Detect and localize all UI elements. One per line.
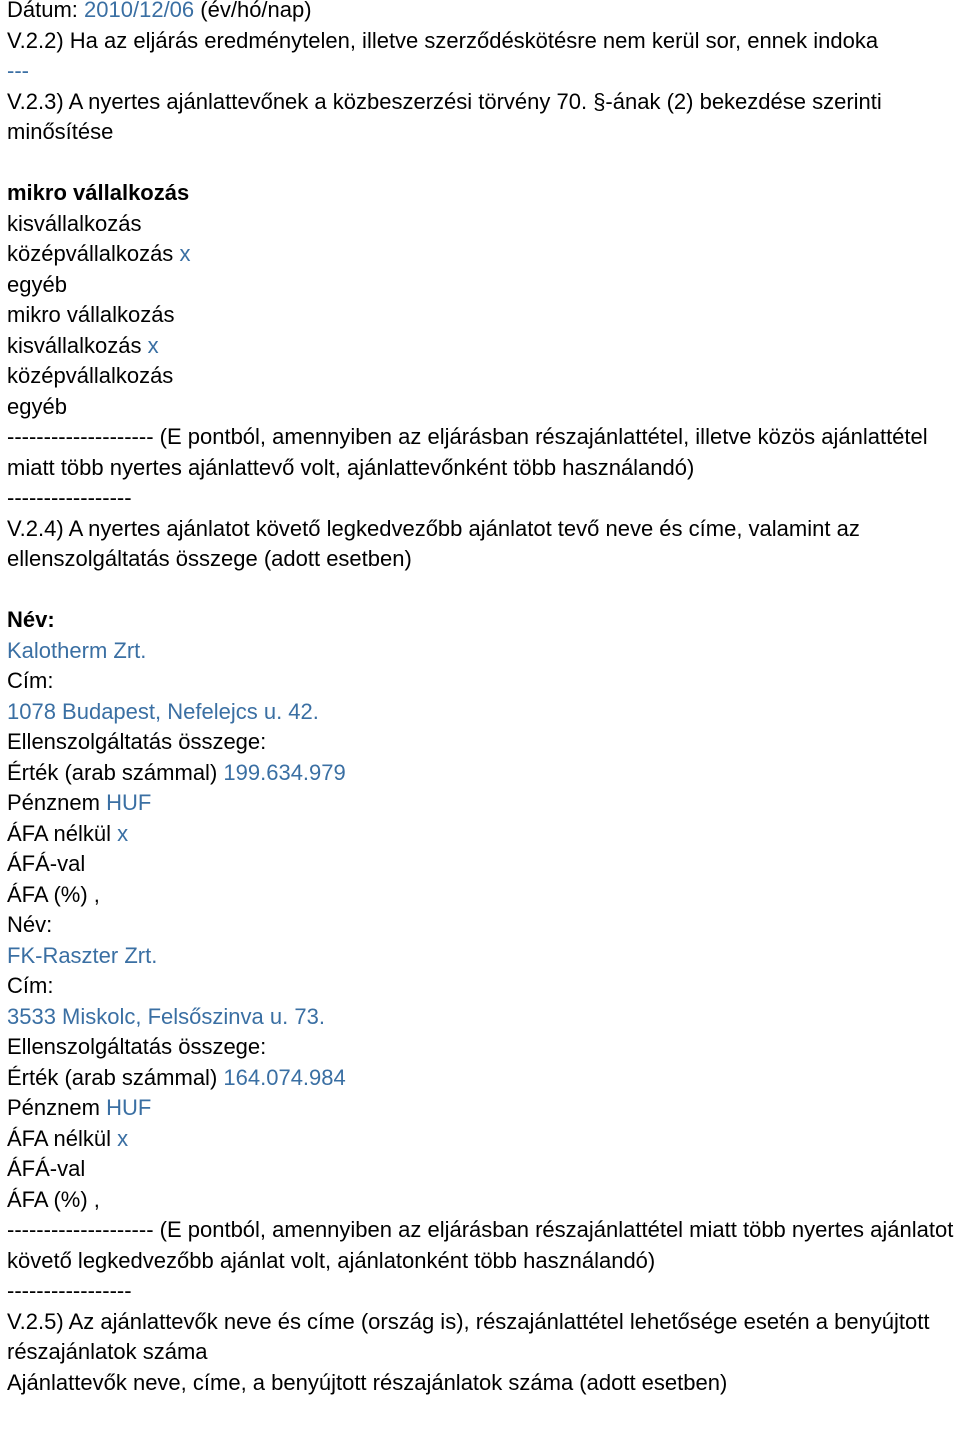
bidder2-with-vat: ÁFÁ-val: [7, 1156, 86, 1181]
bidder1-currency: HUF: [106, 790, 152, 815]
bidder1-currency-label: Pénznem: [7, 790, 100, 815]
section-v24-text: V.2.4) A nyertes ajánlatot követő legkedvezőbb ajánlatot tevő neve és címe, valamint az ellenszolgáltatás összege (adott esetben): [7, 515, 860, 571]
bidder2-currency-row: [7, 1093, 960, 1124]
bidder2-no-vat-label: ÁFA nélkül: [7, 1125, 111, 1151]
v23-separator-end: -----------------: [7, 485, 132, 510]
bidder1-name: Kalotherm Zrt.: [7, 637, 147, 663]
group2-small-label: kisvállalkozás: [7, 332, 142, 358]
bidder1-no-vat-mark: x: [117, 820, 129, 846]
bidder2-currency-label: Pénznem: [7, 1095, 100, 1120]
bidder2-value: 164.074.984: [223, 1064, 346, 1090]
bidder1-name-label: Név:: [7, 607, 55, 632]
group1-micro: mikro vállalkozás: [7, 180, 190, 205]
bidder1-value: 199.634.979: [223, 759, 346, 785]
bidder2-name: FK-Raszter Zrt.: [7, 942, 158, 968]
group2-small-mark: x: [147, 332, 159, 358]
bidder1-address-label: Cím:: [7, 668, 54, 693]
v24-separator-note: -------------------- (E pontból, amennyiben az eljárásban részajánlattétel miatt több nyertes ajánlatot követő legkedvezőbb ajánlat volt, ajánlatonként több használandó): [7, 1217, 954, 1273]
bidder1-with-vat: ÁFÁ-val: [7, 851, 86, 876]
bidder1-value-row: [7, 758, 960, 789]
bidder2-no-vat-row: [7, 1124, 960, 1155]
date-line: [7, 0, 960, 26]
bidder1-no-vat-row: [7, 819, 960, 850]
date-value: 2010/12/06: [84, 0, 195, 22]
section-v22-text: V.2.2) Ha az eljárás eredménytelen, illetve szerződéskötésre nem kerül sor, ennek indoka: [7, 27, 879, 53]
group2-other: egyéb: [7, 393, 67, 419]
group1-medium-mark: x: [179, 241, 191, 266]
bidder1-address: 1078 Budapest, Nefelejcs u. 42.: [7, 698, 319, 724]
group2-micro: mikro vállalkozás: [7, 302, 175, 327]
group1-medium-label: középvállalkozás: [7, 241, 174, 266]
section-v22-answer: ---: [7, 58, 29, 83]
section-v23-text: V.2.3) A nyertes ajánlattevőnek a közbeszerzési törvény 70. §-ának (2) bekezdése szerinti minősítése: [7, 88, 882, 144]
bidder1-no-vat-label: ÁFA nélkül: [7, 820, 111, 846]
group1-medium-row: [7, 239, 960, 270]
group2-medium: középvállalkozás: [7, 363, 174, 388]
bidder1-value-label: Érték (arab számmal): [7, 759, 218, 785]
date-label: Dátum:: [7, 0, 78, 22]
bidder2-name-label: Név:: [7, 912, 53, 937]
bidder1-vat-pct: ÁFA (%) ,: [7, 881, 100, 907]
bidder2-currency: HUF: [106, 1095, 152, 1120]
group2-small-row: [7, 331, 960, 362]
bidder2-consideration-label: Ellenszolgáltatás összege:: [7, 1034, 267, 1059]
spacer: [7, 148, 960, 179]
group1-other: egyéb: [7, 271, 67, 297]
section-v25-subtitle: Ajánlattevők neve, címe, a benyújtott részajánlatok száma (adott esetben): [7, 1369, 728, 1395]
v23-separator-note: -------------------- (E pontból, amennyiben az eljárásban részajánlattétel, illetve közös ajánlattétel miatt több nyertes ajánlattevő volt, ajánlattevőnként több használandó): [7, 424, 928, 480]
bidder2-value-row: [7, 1063, 960, 1094]
group1-small: kisvállalkozás: [7, 210, 142, 236]
bidder2-value-label: Érték (arab számmal): [7, 1064, 218, 1090]
bidder2-vat-pct: ÁFA (%) ,: [7, 1186, 100, 1212]
bidder2-no-vat-mark: x: [117, 1125, 129, 1151]
date-format: (év/hó/nap): [200, 0, 312, 22]
bidder1-consideration-label: Ellenszolgáltatás összege:: [7, 729, 267, 754]
spacer: [7, 575, 960, 606]
v24-separator-end: -----------------: [7, 1278, 132, 1303]
bidder1-currency-row: [7, 788, 960, 819]
bidder2-address: 3533 Miskolc, Felsőszinva u. 73.: [7, 1003, 325, 1029]
bidder2-address-label: Cím:: [7, 973, 54, 998]
section-v25-text: V.2.5) Az ajánlattevők neve és címe (ország is), részajánlattétel lehetősége esetén a benyújtott részajánlatok száma: [7, 1308, 930, 1364]
